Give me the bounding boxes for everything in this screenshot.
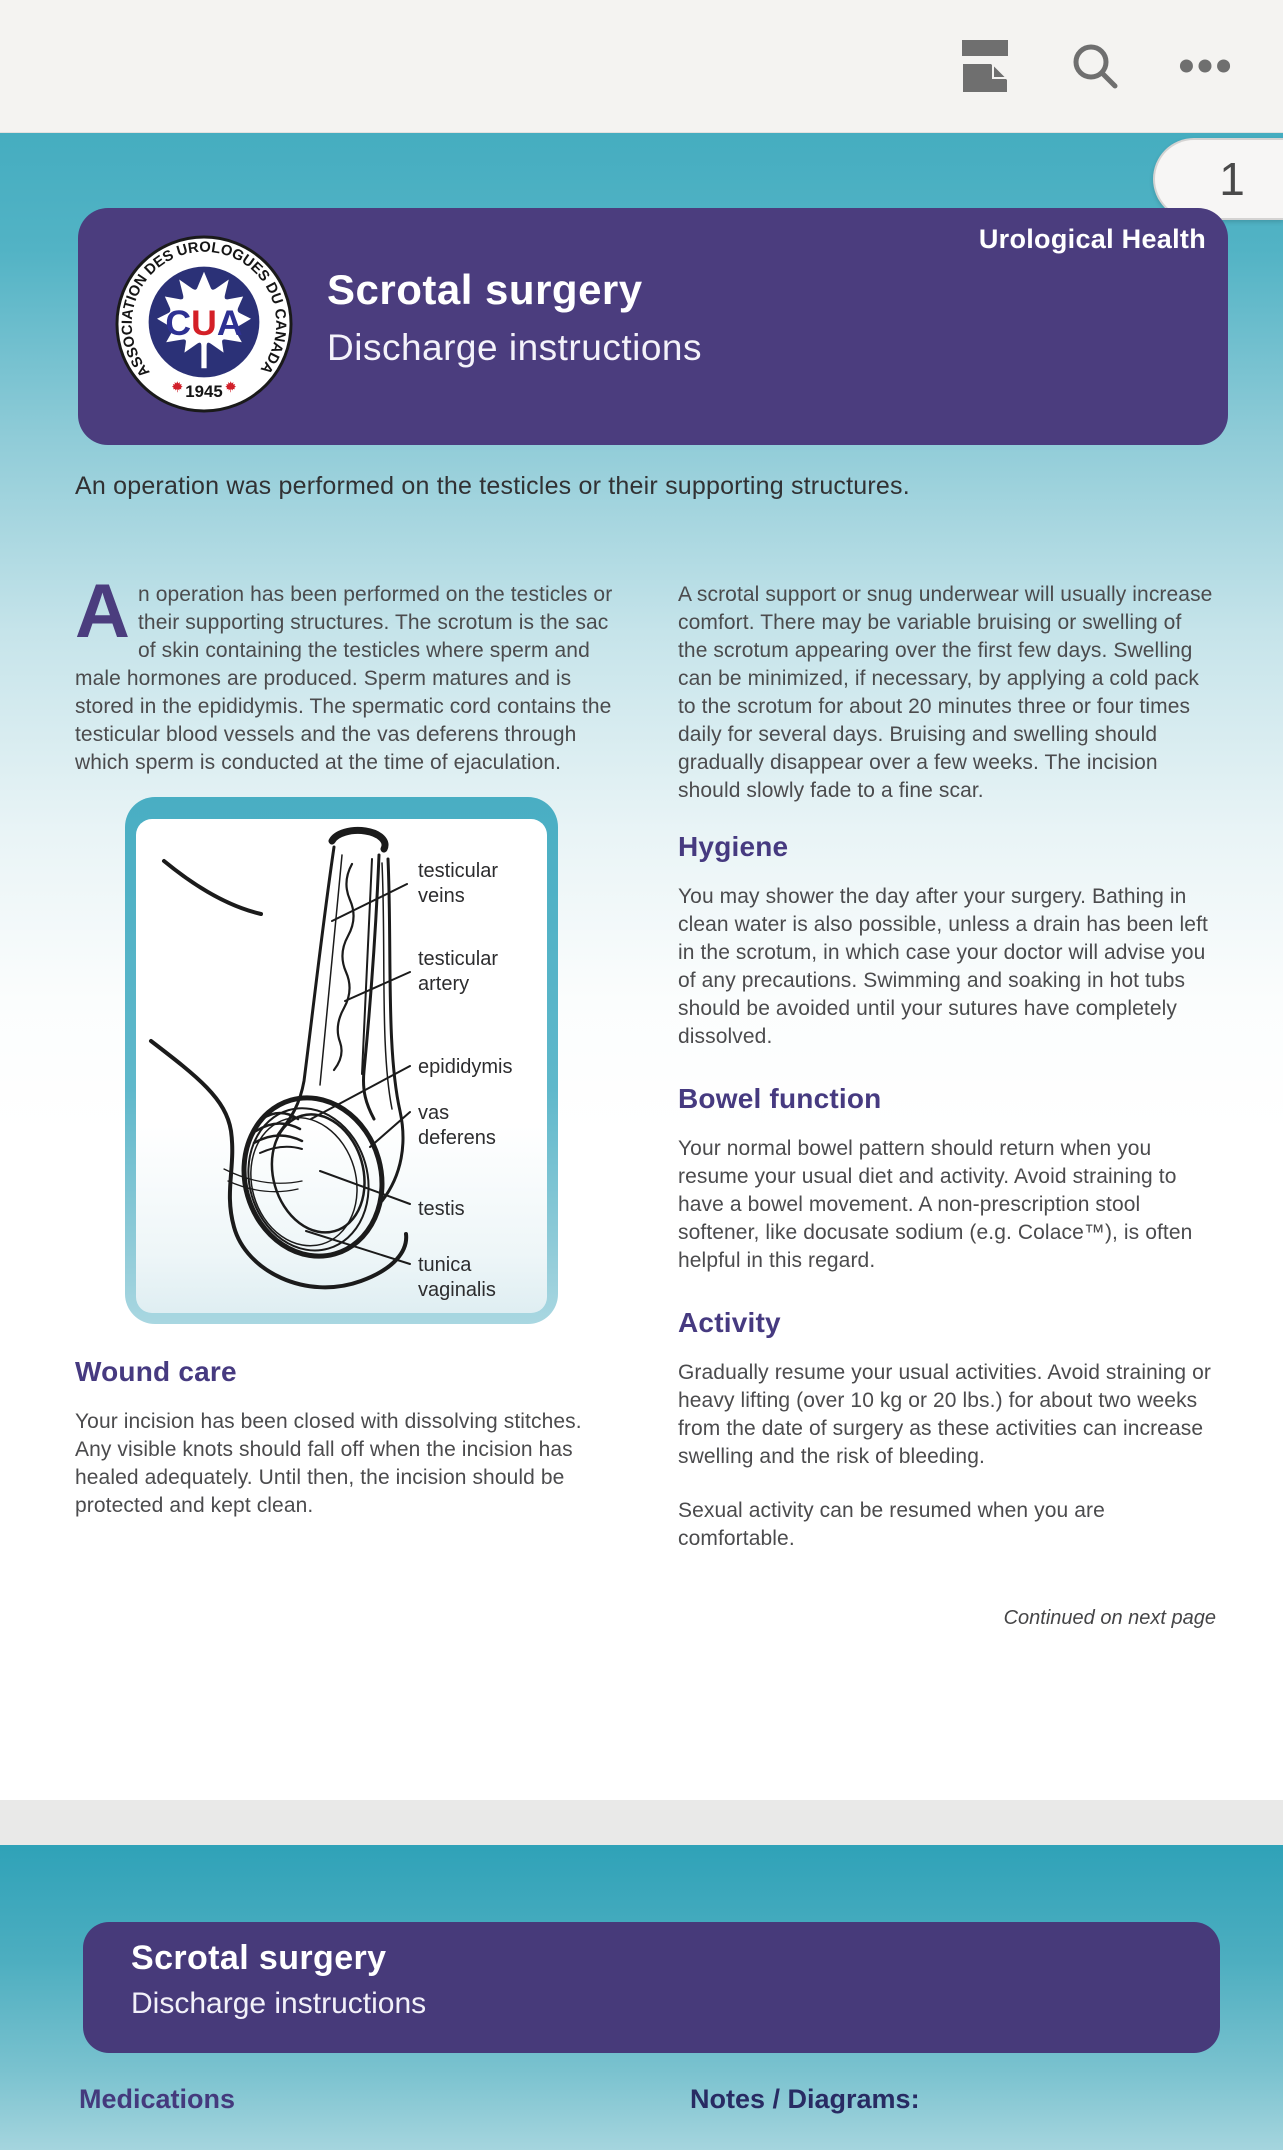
viewer-toolbar [0,0,1283,133]
wound-care-paragraph: Your incision has been closed with dissolving stitches. Any visible knots should fall off when the incision has healed adequately. Until then, the incision should be protected and kept clean. [75,1410,582,1517]
logo-acronym: CUA [165,302,243,343]
page2-subtitle: Discharge instructions [131,1987,427,2020]
section-heading-bowel-function: Bowel function [678,1083,882,1114]
more-options-icon[interactable] [1179,40,1231,92]
section-heading-wound-care: Wound care [75,1356,237,1387]
section-heading-medications: Medications [79,2084,236,2114]
document-page-1 [0,133,1283,1800]
diagram-label-testis: testis [418,1198,465,1220]
diagram-label-tunica-vaginalis: tunica vaginalis [418,1254,496,1301]
diagram-label-testicular-veins: testicular veins [418,860,499,907]
page2-title: Scrotal surgery [131,1939,387,1977]
left-column [75,569,613,1630]
diagram-label-vas-deferens: vas deferens [418,1102,496,1149]
two-column-body [0,569,1283,1630]
diagram-label-testicular-artery: testicular artery [418,948,499,995]
thumbnail-view-icon[interactable] [959,40,1011,92]
right-column [678,581,1216,1630]
document-title: Scrotal surgery [327,266,643,313]
section-heading-notes-diagrams: Notes / Diagrams: [690,2084,920,2114]
section-heading-hygiene: Hygiene [678,831,789,862]
hygiene-paragraph: You may shower the day after your surgery. Bathing in clean water is also possible, unless a drain has been left in the scrotum, in which case your doctor will advise you of any precautions. Swimming and soaking in hot tubs should be avoided until your sutures have completely dissolved. [678,885,1208,1048]
anatomy-diagram-card [125,797,558,1324]
cua-logo [115,235,293,413]
intro-paragraph-text: n operation has been performed on the testicles or their supporting structures. The scrotum is the sac of skin containing the testicles where sperm and male hormones are produced. Sperm matures and is stored in the epididymis. The spermatic cord contains the testicular blood vessels and the vas deferens through which sperm is conducted at the time of ejaculation. [75,583,613,774]
page2-header-banner [83,1922,1220,2053]
dropcap: A [75,569,130,654]
document-header-banner [78,208,1228,445]
document-page-2 [0,1845,1283,2150]
logo-year: 1945 [185,382,223,402]
page-number: 1 [1219,153,1245,205]
comfort-paragraph: A scrotal support or snug underwear will usually increase comfort. There may be variable bruising or swelling of the scrotum appearing over the first few days. Swelling can be minimized, if necessary, by applying a cold pack to the scrotum for about 20 minutes three or four times daily for several days. Bruising and swelling should gradually disappear over a few weeks. The incision should slowly fade to a fine scar. [678,583,1213,802]
section-heading-activity: Activity [678,1307,781,1338]
bowel-function-paragraph: Your normal bowel pattern should return when you resume your usual diet and activity. Avoid straining to have a bowel movement. A non-prescription stool softener, like docusate sodium (e.g. Colace™), is often helpful in this regard. [678,1137,1193,1272]
document-subtitle: Discharge instructions [327,327,702,368]
continued-note: Continued on next page [1003,1607,1216,1629]
banner-titles [327,266,702,369]
intro-paragraph [75,569,613,777]
page-divider [0,1800,1283,1845]
activity-paragraph-1: Gradually resume your usual activities. Avoid straining or heavy lifting (over 10 kg or 20 lbs.) for about two weeks from the date of surgery as these activities can increase swelling and the risk of bleeding. [678,1361,1211,1468]
logo-arc-text: ASSOCIATION DES UROLOGUES DU CANADA [119,239,289,380]
brand-label: Urological Health [978,224,1206,254]
anatomy-diagram [136,819,547,1313]
search-icon[interactable] [1069,40,1121,92]
activity-paragraph-2: Sexual activity can be resumed when you are comfortable. [678,1499,1105,1550]
diagram-label-epididymis: epididymis [418,1056,513,1078]
lede-text: An operation was performed on the testicles or their supporting structures. [75,472,910,500]
